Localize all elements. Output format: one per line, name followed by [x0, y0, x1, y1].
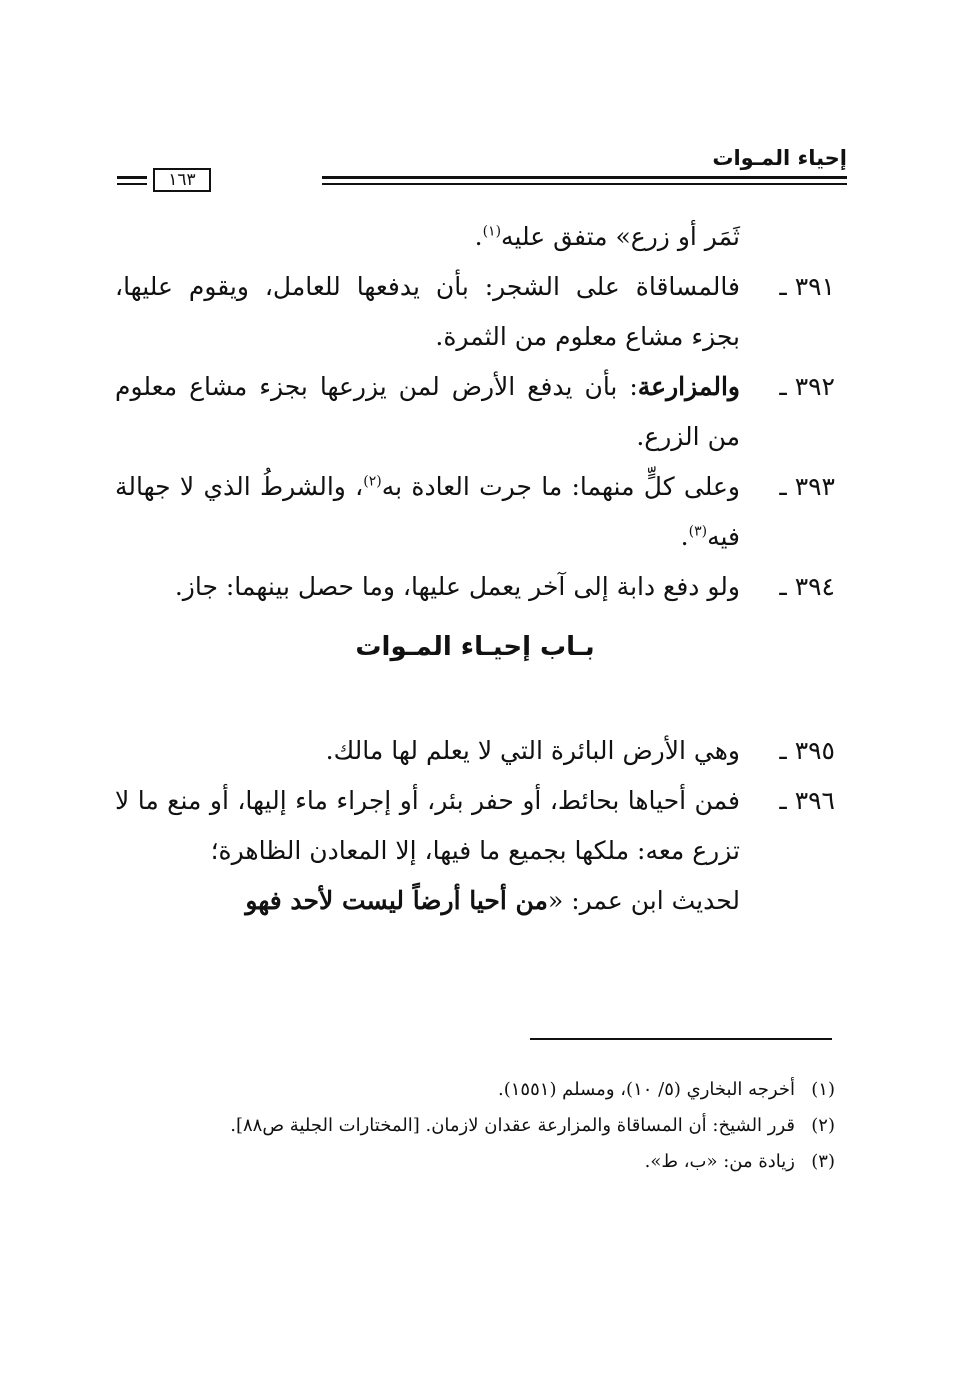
footnote-text: أخرجه البخاري (٥/ ١٠)، ومسلم (١٥٥١). — [498, 1079, 795, 1100]
page-number: ١٦٣ — [153, 168, 211, 192]
entry-391 — [115, 262, 835, 362]
footnote-number: (٢) — [811, 1115, 835, 1136]
footnote-separator — [530, 1038, 832, 1040]
entry-text: وعلى كلٍّ منهما: ما جرت العادة به — [381, 472, 740, 501]
section-title: بـاب إحيـاء المـوات — [355, 632, 595, 662]
header-rule-short — [117, 183, 147, 185]
entry-393 — [115, 462, 835, 562]
entry-number: ٣٩٦ ـ — [779, 786, 835, 815]
entry-number: ٣٩١ ـ — [779, 272, 835, 301]
footnote-text: زيادة من: «ب، ط». — [644, 1151, 795, 1172]
footnote-item — [115, 1108, 835, 1144]
footnote-item — [115, 1144, 835, 1180]
entry-number: ٣٩٤ ـ — [779, 572, 835, 601]
entry-text: فمن أحياها بحائط، أو حفر بئر، أو إجراء ماء إليها، أو منع ما لا تزرع معه: ملكها بجميع ما فيها، إلا المعادن الظاهرة؛ — [115, 786, 740, 865]
entry-text: : بأن يدفع الأرض لمن يزرعها بجزء مشاع معلوم من الزرع. — [115, 372, 740, 451]
entry-396 — [115, 776, 835, 876]
entry-395 — [115, 726, 835, 776]
header-rule-short — [117, 176, 147, 179]
entry-lead-term: والمزارعة — [637, 372, 740, 401]
paragraph-text: . — [474, 222, 483, 251]
entry-number: ٣٩٢ ـ — [779, 372, 835, 401]
entry-text: فالمساقاة على الشجر: بأن يدفعها للعامل، ويقوم عليها، بجزء مشاع معلوم من الثمرة. — [115, 272, 740, 351]
entry-text: . — [680, 522, 689, 551]
header-rule — [322, 176, 847, 179]
entry-text: ، والشرطُ الذي لا جهالة فيه — [115, 472, 740, 551]
paragraph-text: ثَمَر أو زرع» متفق عليه — [501, 222, 740, 251]
entry-394 — [115, 562, 835, 612]
footnote-number: (٣) — [811, 1151, 835, 1172]
footnote-ref: (١) — [482, 223, 502, 240]
entry-text: ولو دفع دابة إلى آخر يعمل عليها، وما حصل بينهما: جاز. — [174, 572, 740, 601]
entry-number: ٣٩٣ ـ — [779, 472, 835, 501]
entry-text: وهي الأرض البائرة التي لا يعلم لها مالك. — [325, 736, 740, 765]
hadith-intro: لحديث ابن عمر: « — [547, 886, 740, 915]
main-text — [115, 212, 835, 926]
footnote-ref: (٢) — [363, 473, 382, 490]
entry-392 — [115, 362, 835, 462]
running-header — [112, 146, 847, 190]
footnote-text: قرر الشيخ: أن المساقاة والمزارعة عقدان لازمان. [المختارات الجلية ص٨٨]. — [230, 1115, 795, 1136]
paragraph-continuation — [115, 212, 835, 262]
hadith-line — [115, 876, 835, 926]
entry-number: ٣٩٥ ـ — [779, 736, 835, 765]
footnote-item — [115, 1072, 835, 1108]
chapter-title: إحياء المـوات — [712, 146, 847, 170]
header-rule — [322, 183, 847, 185]
hadith-text: من أحيا أرضاً ليست لأحد فهو — [245, 886, 548, 915]
footnote-ref: (٣) — [688, 523, 708, 540]
footnote-number: (١) — [811, 1079, 835, 1100]
footnotes — [115, 1072, 835, 1180]
